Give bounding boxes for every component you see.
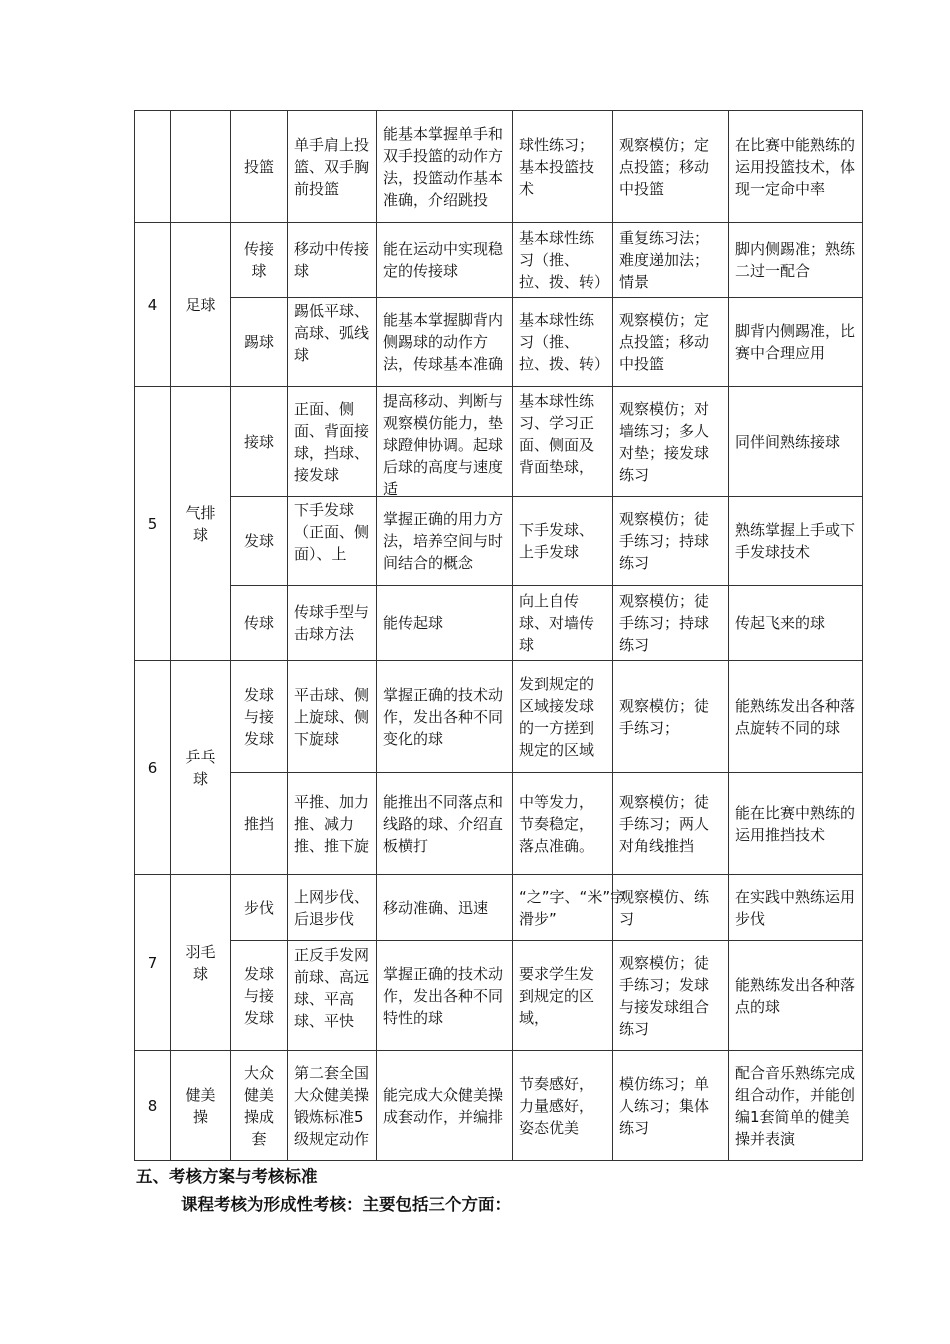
table-row [135,111,863,223]
require-cell: 脚内侧踢准；熟练二过一配合 [729,223,863,298]
item-cell [231,941,288,1051]
item-cell: 投篮 [231,111,288,223]
goal-cell: 能在运动中实现稳定的传接球 [377,223,513,298]
item-cell: 推挡 [231,773,288,875]
content-cell [288,941,377,1051]
key-text: 基本球性练习、学习正面、侧面及背面垫球， [519,391,595,476]
goal-cell: 掌握正确的技术动作，发出各种不同变化的球 [377,661,513,773]
goal-cell: 掌握正确的技术动作，发出各种不同特性的球 [377,941,513,1051]
table-row [135,387,863,497]
content-text: 踢低平球、高球、弧线球 [294,302,370,364]
content-cell [288,497,377,586]
method-cell: 观察模仿、练习 [613,875,729,941]
sport-text: 乒乓球 [185,747,216,788]
key-cell: 发到规定的区域接发球的一方搓到规定的区域 [513,661,613,773]
content-cell: 传球手型与击球方法 [288,586,377,661]
goal-cell: 能传起球 [377,586,513,661]
section-heading: 五、考核方案与考核标准 [136,1167,318,1186]
method-cell: 模仿练习；单人练习；集体练习 [613,1051,729,1161]
row-number-cell: 7 [135,875,171,1051]
key-cell: 基本球性练习（推、拉、拨、转） [513,298,613,387]
goal-cell: 能基本掌握脚背内侧踢球的动作方法，传球基本准确 [377,298,513,387]
key-cell: 下手发球、上手发球 [513,497,613,586]
content-cell: 平击球、侧上旋球、侧下旋球 [288,661,377,773]
row-number-cell: 6 [135,661,171,875]
table-row [135,661,863,773]
item-cell [231,661,288,773]
table-row [135,875,863,941]
row-number-cell: 8 [135,1051,171,1161]
item-cell: 踢球 [231,298,288,387]
sport-cell [171,387,231,661]
method-cell: 观察模仿；徒手练习；两人对角线推挡 [613,773,729,875]
method-cell: 观察模仿；徒手练习；持球练习 [613,586,729,661]
key-cell: 要求学生发到规定的区域， [513,941,613,1051]
sport-text: 健美操 [185,1085,216,1126]
content-cell: 移动中传接球 [288,223,377,298]
key-cell: 节奏感好，力量感好，姿态优美 [513,1051,613,1161]
method-cell: 观察模仿；徒手练习； [613,661,729,773]
item-text: 大众健美操成套 [243,1063,274,1148]
method-cell: 观察模仿；定点投篮；移动中投篮 [613,298,729,387]
method-cell: 观察模仿；徒手练习；持球练习 [613,497,729,586]
key-cell [513,223,613,298]
item-cell: 传接球 [231,223,288,298]
require-cell: 能熟练发出各种落点的球 [729,941,863,1051]
content-cell: 上网步伐、后退步伐 [288,875,377,941]
sport-cell [171,661,231,875]
goal-cell: 能完成大众健美操成套动作，并编排 [377,1051,513,1161]
key-cell: 球性练习；基本投篮技术 [513,111,613,223]
sport-cell [171,111,231,223]
method-cell: 观察模仿；徒手练习；发球与接发球组合练习 [613,941,729,1051]
content-cell [288,298,377,387]
require-cell: 能熟练发出各种落点旋转不同的球 [729,661,863,773]
key-cell: “之”字、“米”字滑步” [513,875,613,941]
table-row [135,497,863,586]
method-cell: 观察模仿；对墙练习；多人对垫；接发球练习 [613,387,729,497]
require-cell: 传起飞来的球 [729,586,863,661]
require-cell: 脚背内侧踢准，比赛中合理应用 [729,298,863,387]
key-text: 基本球性练习（推、拉、拨、转） [519,229,610,291]
method-cell: 观察模仿；定点投篮；移动中投篮 [613,111,729,223]
require-cell: 熟练掌握上手或下手发球技术 [729,497,863,586]
row-number-cell: 4 [135,223,171,387]
require-cell: 配合音乐熟练完成组合动作，并能创编1套简单的健美操并表演 [729,1051,863,1161]
goal-cell: 能基本掌握单手和双手投篮的动作方法，投篮动作基本准确，介绍跳投 [377,111,513,223]
item-text: 发球与接发球 [243,964,274,1027]
section-paragraph: 课程考核为形成性考核：主要包括三个方面： [181,1195,511,1214]
content-cell: 第二套全国大众健美操锻炼标准5级规定动作 [288,1051,377,1161]
item-cell: 传球 [231,586,288,661]
table-row [135,941,863,1051]
key-cell: 中等发力，节奏稳定，落点准确。 [513,773,613,875]
content-cell: 正面、侧面、背面接球，挡球、接发球 [288,387,377,497]
course-content-table [134,110,863,1161]
sport-text: 羽毛球 [185,942,216,983]
item-cell: 接球 [231,387,288,497]
item-cell [231,1051,288,1161]
require-cell: 能在比赛中熟练的运用推挡技术 [729,773,863,875]
goal-cell: 掌握正确的用力方法，培养空间与时间结合的概念 [377,497,513,586]
table-row [135,586,863,661]
row-number-cell: 5 [135,387,171,661]
content-cell: 平推、加力推、减力推、推下旋 [288,773,377,875]
sport-cell [171,875,231,1051]
table-row [135,773,863,875]
goal-cell: 能推出不同落点和线路的球、介绍直板横打 [377,773,513,875]
goal-cell: 移动准确、迅速 [377,875,513,941]
table-row [135,1051,863,1161]
content-text: 下手发球（正面、侧面）、上 [294,501,370,563]
goal-cell [377,387,513,497]
require-cell: 在实践中熟练运用步伐 [729,875,863,941]
item-cell: 步伐 [231,875,288,941]
sport-cell: 足球 [171,223,231,387]
item-text: 发球与接发球 [243,685,274,748]
table-row [135,223,863,298]
key-cell: 向上自传球、对墙传球 [513,586,613,661]
key-cell [513,387,613,497]
method-text: 重复练习法；难度递加法；情景 [619,229,710,291]
content-cell: 单手肩上投篮、双手胸前投篮 [288,111,377,223]
item-cell: 发球 [231,497,288,586]
content-text: 正反手发网前球、高远球、平高球、平快 [294,945,370,1030]
require-cell: 同伴间熟练接球 [729,387,863,497]
sport-text: 气排球 [185,503,216,544]
require-cell: 在比赛中能熟练的运用投篮技术，体现一定命中率 [729,111,863,223]
sport-cell [171,1051,231,1161]
table-row [135,298,863,387]
goal-text: 提高移动、判断与观察模仿能力，垫球蹬伸协调。起球后球的高度与速度适 [383,391,504,498]
method-cell [613,223,729,298]
row-number-cell [135,111,171,223]
